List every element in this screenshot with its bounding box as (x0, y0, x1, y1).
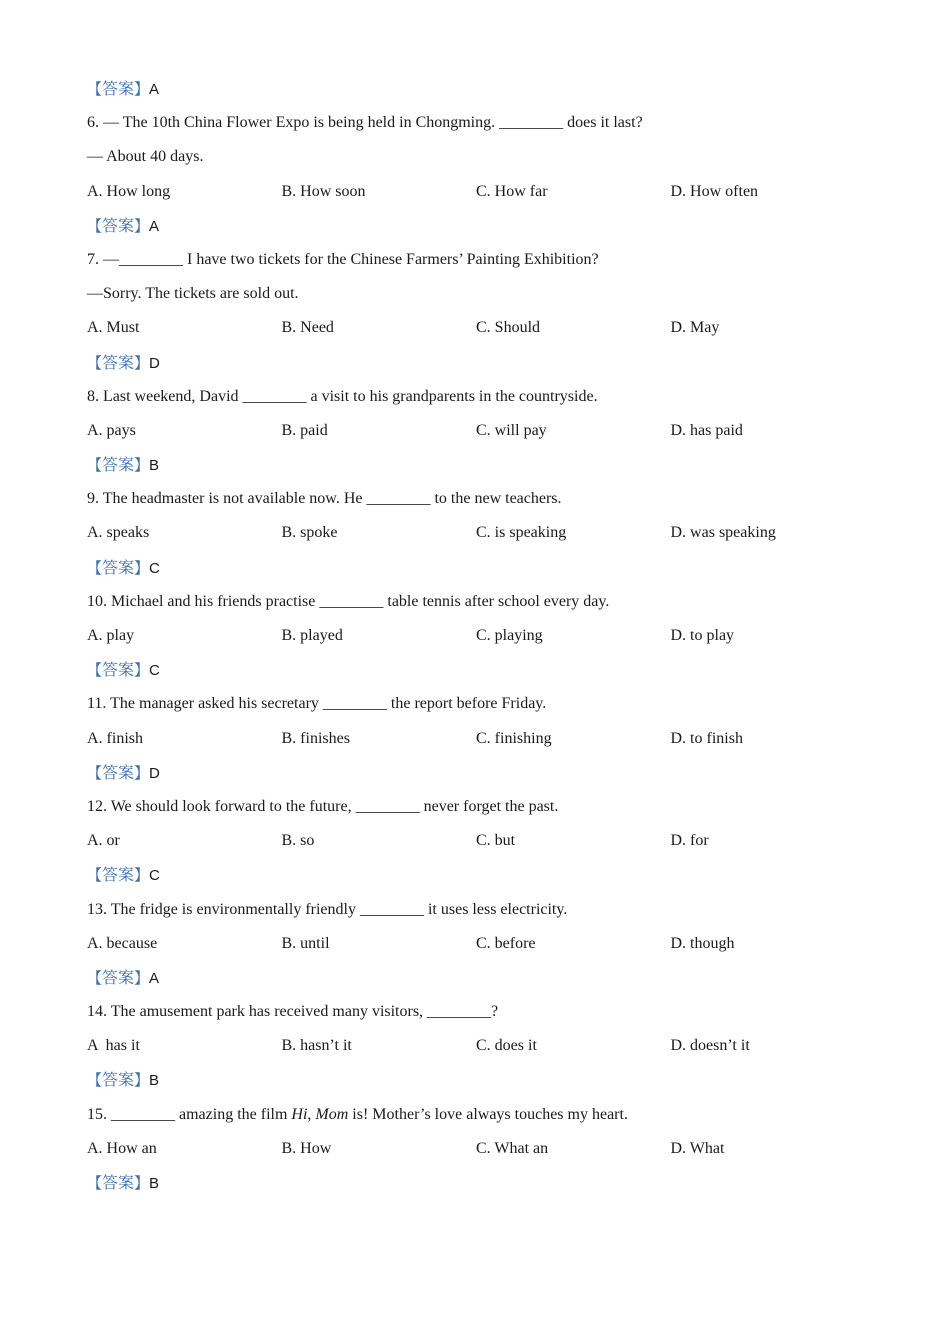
question-text: 7. —________ I have two tickets for the Chinese Farmers’ Painting Exhibition? (87, 250, 599, 268)
option-a: A. speaks (87, 524, 150, 542)
answer-label: 答案 (102, 867, 135, 885)
answer-close-bracket: 】 (134, 968, 150, 987)
answer-value: C (149, 867, 160, 885)
option-a: A. or (87, 832, 120, 850)
answer-line (87, 448, 887, 482)
answer-label: 答案 (102, 81, 135, 98)
option-a: A. Must (87, 319, 140, 337)
option-c: C. finishing (476, 729, 552, 747)
answer-label: 答案 (102, 662, 135, 680)
answer-label: 答案 (102, 764, 135, 782)
answer-line (87, 858, 887, 892)
options-row (87, 722, 887, 756)
option-c: C. What an (476, 1139, 549, 1157)
question-13 (87, 893, 887, 996)
answer-line (87, 653, 887, 687)
question-text: 6. — The 10th China Flower Expo is being held in Chongming. ________ does it last? (87, 114, 643, 132)
option-b: B. so (281, 832, 315, 850)
answer-label: 答案 (102, 217, 135, 235)
answer-line (87, 961, 887, 995)
answer-open-bracket: 【 (87, 80, 103, 98)
answer-open-bracket: 【 (87, 866, 103, 885)
answer-value: D (149, 764, 160, 782)
option-a: A. How long (87, 182, 171, 200)
option-c: C. but (476, 832, 516, 850)
question-text: — About 40 days. (87, 148, 204, 166)
film-title-second: Mom (315, 1105, 349, 1123)
question-text-pre: 15. ________ amazing the film (87, 1105, 292, 1123)
option-a: A. How an (87, 1139, 157, 1157)
option-c: C. playing (476, 627, 543, 644)
option-b: B. hasn’t it (281, 1037, 352, 1055)
option-d: D. doesn’t it (670, 1037, 750, 1055)
options-row (87, 1132, 887, 1166)
film-title-separator: , (307, 1105, 316, 1123)
question-11 (87, 687, 887, 790)
document-page (87, 72, 887, 1200)
options-row (87, 619, 887, 653)
option-a: A has it (87, 1037, 140, 1055)
question-7 (87, 243, 887, 380)
answer-open-bracket: 【 (87, 968, 103, 987)
answer-value: A (149, 217, 160, 235)
option-d: D. though (670, 934, 735, 952)
question-10 (87, 585, 887, 688)
answer-line (87, 209, 887, 243)
answer-line (87, 1063, 887, 1097)
answer-close-bracket: 】 (134, 1071, 150, 1090)
answer-open-bracket: 【 (87, 661, 103, 680)
options-row (87, 311, 887, 345)
answer-close-bracket: 】 (134, 866, 150, 885)
question-text: —Sorry. The tickets are sold out. (87, 285, 299, 303)
question-text: 13. The fridge is environmentally friendly ________ it uses less electricity. (87, 900, 568, 918)
option-c: C. does it (476, 1037, 537, 1055)
option-c: C. will pay (476, 421, 547, 439)
answer-value: D (149, 354, 160, 372)
answer-open-bracket: 【 (87, 558, 103, 577)
answer-open-bracket: 【 (87, 353, 103, 372)
question-text (87, 1098, 887, 1132)
answer-label: 答案 (102, 969, 135, 987)
question-14 (87, 995, 887, 1098)
question-text: 10. Michael and his friends practise ________ table tennis after school every day. (87, 592, 610, 610)
answer-value: B (149, 1175, 160, 1192)
answer-close-bracket: 】 (134, 353, 150, 372)
question-15 (87, 1098, 887, 1201)
answer-line (87, 1166, 887, 1200)
option-d: D. May (670, 319, 720, 337)
question-6 (87, 106, 887, 243)
answer-line (87, 756, 887, 790)
answer-close-bracket: 】 (134, 661, 150, 680)
answer-open-bracket: 【 (87, 1071, 103, 1090)
film-title-first: Hi (291, 1105, 308, 1123)
answer-open-bracket: 【 (87, 216, 103, 235)
options-row (87, 824, 887, 858)
question-8 (87, 380, 887, 483)
answer-close-bracket: 】 (134, 80, 150, 98)
question-text: 8. Last weekend, David ________ a visit to his grandparents in the countryside. (87, 387, 598, 405)
answer-line (87, 551, 887, 585)
question-text: 14. The amusement park has received many visitors, ________? (87, 1003, 499, 1021)
answer-value: A (149, 969, 160, 987)
option-d: D. has paid (670, 421, 743, 439)
answer-value: C (149, 559, 160, 577)
answer-line (87, 72, 887, 106)
option-b: B. How soon (281, 182, 366, 200)
option-b: B. spoke (281, 524, 338, 542)
answer-open-bracket: 【 (87, 456, 103, 475)
option-c: C. Should (476, 319, 541, 337)
option-c: C. is speaking (476, 524, 567, 542)
answer-close-bracket: 】 (134, 1174, 150, 1192)
answer-value: C (149, 662, 160, 680)
answer-open-bracket: 【 (87, 1174, 103, 1192)
answer-label: 答案 (102, 1175, 135, 1192)
option-d: D. for (670, 832, 709, 850)
options-row (87, 516, 887, 550)
option-b: B. Need (281, 319, 334, 337)
answer-label: 答案 (102, 457, 135, 475)
option-d: D. How often (670, 182, 759, 200)
question-text: 12. We should look forward to the future, ________ never forget the past. (87, 797, 559, 815)
options-row (87, 1029, 887, 1063)
option-d: D. was speaking (670, 524, 776, 542)
answer-close-bracket: 】 (134, 456, 150, 475)
answer-label: 答案 (102, 559, 135, 577)
option-a: A. play (87, 627, 135, 644)
option-a: A. pays (87, 421, 136, 439)
answer-value: B (149, 457, 160, 475)
answer-value: A (149, 81, 160, 98)
answer-value: B (149, 1072, 160, 1090)
option-b: B. How (281, 1139, 332, 1157)
answer-label: 答案 (102, 1072, 135, 1090)
answer-line (87, 346, 887, 380)
options-row (87, 175, 887, 209)
question-12 (87, 790, 887, 893)
options-row (87, 927, 887, 961)
question-9 (87, 482, 887, 585)
option-b: B. played (281, 627, 343, 644)
question-text-post: is! Mother’s love always touches my heart. (348, 1105, 628, 1123)
option-d: D. to finish (670, 729, 743, 747)
question-text: 11. The manager asked his secretary ________ the report before Friday. (87, 695, 547, 713)
option-c: C. before (476, 934, 536, 952)
answer-close-bracket: 】 (134, 216, 150, 235)
answer-close-bracket: 】 (134, 558, 150, 577)
option-c: C. How far (476, 182, 548, 200)
answer-close-bracket: 】 (134, 763, 150, 782)
option-b: B. until (281, 934, 330, 952)
answer-open-bracket: 【 (87, 763, 103, 782)
option-b: B. paid (281, 421, 328, 439)
option-a: A. because (87, 934, 158, 952)
option-a: A. finish (87, 729, 143, 747)
options-row (87, 414, 887, 448)
question-text: 9. The headmaster is not available now. He ________ to the new teachers. (87, 490, 562, 508)
answer-label: 答案 (102, 354, 135, 372)
option-b: B. finishes (281, 729, 350, 747)
option-d: D. to play (670, 627, 735, 644)
option-d: D. What (670, 1139, 725, 1157)
